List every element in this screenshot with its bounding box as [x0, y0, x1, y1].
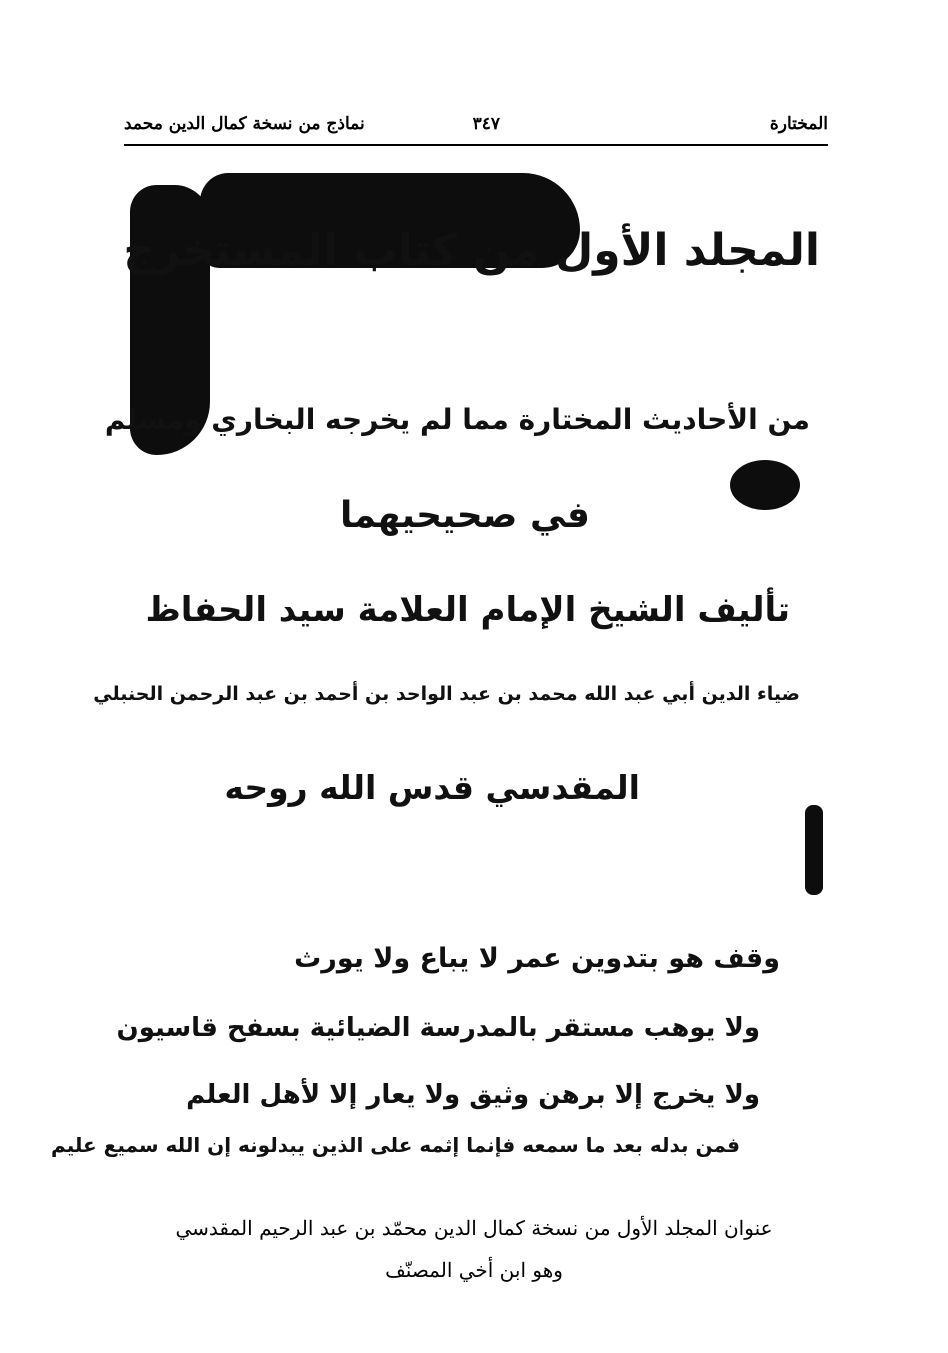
waqf-note-line: ولا يوهب مستقر بالمدرسة الضيائية بسفح قاسيون — [116, 1013, 760, 1043]
manuscript-author-line: ضياء الدين أبي عبد الله محمد بن عبد الواحد بن أحمد بن عبد الرحمن الحنبلي — [93, 683, 800, 705]
manuscript-title: المجلد الأول من كتاب المستخرج — [123, 225, 820, 276]
header-rule — [124, 144, 828, 146]
page-number: ٣٤٧ — [472, 114, 500, 134]
figure-caption: عنوان المجلد الأول من نسخة كمال الدين محمّد بن عبد الرحيم المقدسي — [175, 1216, 773, 1240]
running-header-section-title: نماذج من نسخة كمال الدين محمد — [124, 114, 365, 134]
waqf-note-line: وقف هو بتدوين عمر لا يباع ولا يورث — [294, 943, 780, 974]
waqf-note-line: ولا يخرج إلا برهن وثيق ولا يعار إلا لأهل العلم — [186, 1080, 760, 1110]
manuscript-author-line: المقدسي قدس الله روحه — [224, 768, 640, 807]
figure-caption-2: وهو ابن أخي المصنّف — [385, 1258, 563, 1282]
waqf-note-line: فمن بدله بعد ما سمعه فإنما إثمه على الذين يبدلونه إن الله سميع عليم — [51, 1133, 740, 1157]
manuscript-subtitle: من الأحاديث المختارة مما لم يخرجه البخاري ومسلم — [104, 403, 810, 436]
manuscript-subtitle-2: في صحيحيهما — [339, 495, 590, 536]
manuscript-image — [51, 165, 840, 1205]
ink-stain — [805, 805, 823, 895]
running-header-book-title: المختارة — [769, 114, 828, 134]
running-header — [124, 108, 828, 142]
manuscript-author-line: تأليف الشيخ الإمام العلامة سيد الحفاظ — [145, 590, 790, 630]
ink-stain — [730, 460, 800, 510]
